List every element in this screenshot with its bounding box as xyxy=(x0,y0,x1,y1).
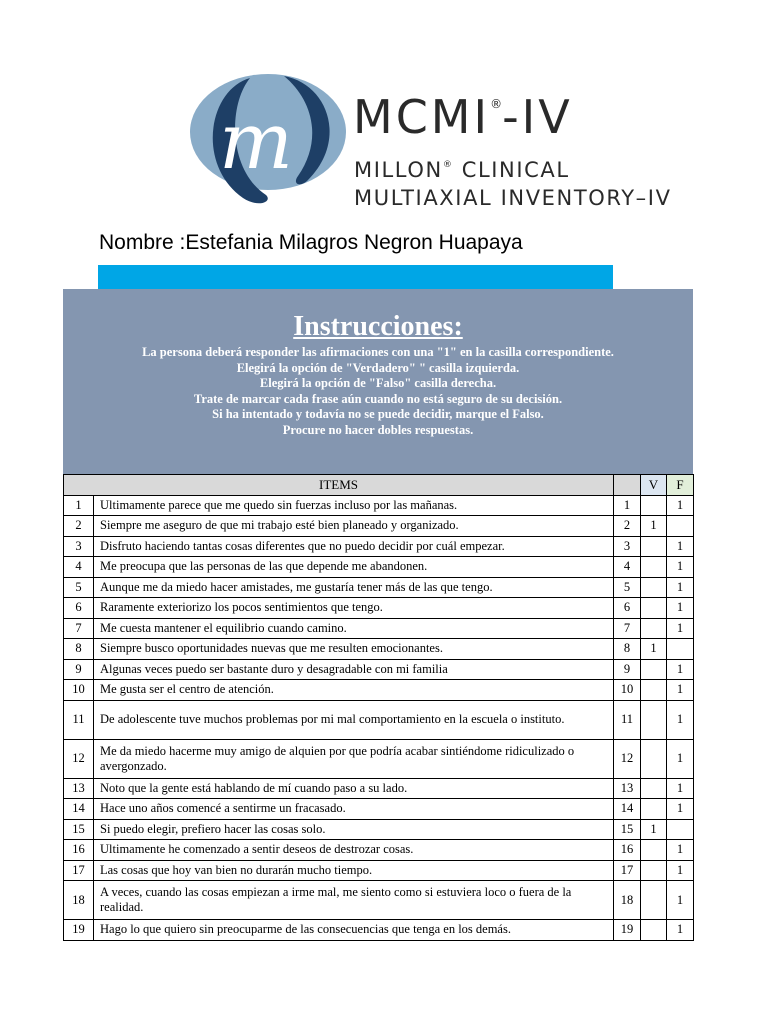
item-text: Me gusta ser el centro de atención. xyxy=(94,680,614,701)
item-text: Disfruto haciendo tantas cosas diferentes que no puedo decidir por cuál empezar. xyxy=(94,536,614,557)
true-answer-cell[interactable] xyxy=(641,860,667,881)
item-number-repeat: 8 xyxy=(614,639,641,660)
name-bar xyxy=(98,265,613,289)
true-answer-cell[interactable] xyxy=(641,920,667,941)
table-row xyxy=(64,739,694,778)
logo-subtitle-2: MULTIAXIAL INVENTORY–IV xyxy=(354,186,672,210)
table-row xyxy=(64,881,694,920)
mcmi-logo-mark-icon xyxy=(188,70,348,220)
true-answer-cell[interactable] xyxy=(641,840,667,861)
true-answer-cell[interactable] xyxy=(641,700,667,739)
instructions-line: Elegirá la opción de "Falso" casilla derecha. xyxy=(259,376,497,391)
true-answer-cell[interactable]: 1 xyxy=(641,819,667,840)
item-number: 8 xyxy=(64,639,94,660)
table-row xyxy=(64,639,694,660)
false-answer-cell[interactable]: 1 xyxy=(667,860,694,881)
mcmi-logo xyxy=(188,70,688,220)
table-row xyxy=(64,700,694,739)
item-number-repeat: 16 xyxy=(614,840,641,861)
item-number: 5 xyxy=(64,577,94,598)
item-number: 18 xyxy=(64,881,94,920)
item-number-repeat: 10 xyxy=(614,680,641,701)
true-answer-cell[interactable] xyxy=(641,536,667,557)
item-text: Hago lo que quiero sin preocuparme de las consecuencias que tenga en los demás. xyxy=(94,920,614,941)
true-header: V xyxy=(641,475,667,496)
name-row xyxy=(99,231,523,255)
item-text: Noto que la gente está hablando de mí cuando paso a su lado. xyxy=(94,778,614,799)
table-row xyxy=(64,778,694,799)
item-number: 4 xyxy=(64,557,94,578)
logo-subtitle-1: MILLON® CLINICAL xyxy=(354,158,570,182)
item-text: Siempre busco oportunidades nuevas que me resulten emocionantes. xyxy=(94,639,614,660)
false-header: F xyxy=(667,475,694,496)
true-answer-cell[interactable] xyxy=(641,799,667,820)
item-number-repeat: 18 xyxy=(614,881,641,920)
name-label: Nombre : xyxy=(99,231,186,254)
table-row xyxy=(64,799,694,820)
item-number: 1 xyxy=(64,495,94,516)
number-header xyxy=(614,475,641,496)
table-row xyxy=(64,495,694,516)
item-text: Las cosas que hoy van bien no durarán mucho tiempo. xyxy=(94,860,614,881)
false-answer-cell[interactable] xyxy=(667,516,694,537)
table-row xyxy=(64,618,694,639)
instructions-title: Instrucciones: xyxy=(293,311,463,342)
item-text: Ultimamente he comenzado a sentir deseos de destrozar cosas. xyxy=(94,840,614,861)
item-number: 16 xyxy=(64,840,94,861)
item-text: Algunas veces puedo ser bastante duro y desagradable con mi familia xyxy=(94,659,614,680)
true-answer-cell[interactable] xyxy=(641,739,667,778)
item-text: Ultimamente parece que me quedo sin fuerzas incluso por las mañanas. xyxy=(94,495,614,516)
table-row xyxy=(64,557,694,578)
item-number: 12 xyxy=(64,739,94,778)
item-number-repeat: 5 xyxy=(614,577,641,598)
false-answer-cell[interactable]: 1 xyxy=(667,778,694,799)
table-row xyxy=(64,516,694,537)
item-number-repeat: 19 xyxy=(614,920,641,941)
table-row xyxy=(64,860,694,881)
false-answer-cell[interactable]: 1 xyxy=(667,881,694,920)
instructions-line: Elegirá la opción de "Verdadero" " casilla izquierda. xyxy=(236,360,520,375)
item-number: 6 xyxy=(64,598,94,619)
item-number: 15 xyxy=(64,819,94,840)
items-table xyxy=(63,474,694,941)
table-header-row xyxy=(64,475,694,496)
table-row xyxy=(64,598,694,619)
false-answer-cell[interactable]: 1 xyxy=(667,680,694,701)
item-number-repeat: 12 xyxy=(614,739,641,778)
false-answer-cell[interactable]: 1 xyxy=(667,598,694,619)
item-number: 11 xyxy=(64,700,94,739)
false-answer-cell[interactable]: 1 xyxy=(667,920,694,941)
true-answer-cell[interactable]: 1 xyxy=(641,516,667,537)
item-text: Me da miedo hacerme muy amigo de alquien por que podría acabar sintiéndome ridiculizado o avergonzado. xyxy=(94,739,614,778)
item-text: Si puedo elegir, prefiero hacer las cosas solo. xyxy=(94,819,614,840)
instructions-panel xyxy=(63,289,693,474)
item-text: De adolescente tuve muchos problemas por mi mal comportamiento en la escuela o instituto. xyxy=(94,700,614,739)
false-answer-cell[interactable]: 1 xyxy=(667,700,694,739)
item-number-repeat: 3 xyxy=(614,536,641,557)
false-answer-cell[interactable]: 1 xyxy=(667,577,694,598)
item-number-repeat: 4 xyxy=(614,557,641,578)
item-number-repeat: 6 xyxy=(614,598,641,619)
name-value: Estefania Milagros Negron Huapaya xyxy=(185,231,523,254)
table-row xyxy=(64,577,694,598)
false-answer-cell[interactable]: 1 xyxy=(667,799,694,820)
false-answer-cell[interactable] xyxy=(667,819,694,840)
table-row xyxy=(64,819,694,840)
item-number: 7 xyxy=(64,618,94,639)
false-answer-cell[interactable]: 1 xyxy=(667,495,694,516)
instructions-line: Si ha intentado y todavía no se puede decidir, marque el Falso. xyxy=(212,407,544,422)
items-table-body xyxy=(64,495,694,940)
item-number-repeat: 9 xyxy=(614,659,641,680)
item-number-repeat: 14 xyxy=(614,799,641,820)
item-number-repeat: 11 xyxy=(614,700,641,739)
table-row xyxy=(64,840,694,861)
true-answer-cell[interactable] xyxy=(641,659,667,680)
instructions-line: La persona deberá responder las afirmaciones con una "1" en la casilla correspondiente. xyxy=(142,345,614,359)
item-text: Me preocupa que las personas de las que depende me abandonen. xyxy=(94,557,614,578)
item-text: Aunque me da miedo hacer amistades, me gustaría tener más de las que tengo. xyxy=(94,577,614,598)
item-number: 10 xyxy=(64,680,94,701)
logo-letter: m xyxy=(219,97,293,187)
item-text: Raramente exteriorizo los pocos sentimientos que tengo. xyxy=(94,598,614,619)
item-number-repeat: 2 xyxy=(614,516,641,537)
item-text: Siempre me aseguro de que mi trabajo esté bien planeado y organizado. xyxy=(94,516,614,537)
item-number-repeat: 1 xyxy=(614,495,641,516)
false-answer-cell[interactable]: 1 xyxy=(667,840,694,861)
table-row xyxy=(64,659,694,680)
item-text: Me cuesta mantener el equilibrio cuando camino. xyxy=(94,618,614,639)
item-number: 3 xyxy=(64,536,94,557)
item-number: 17 xyxy=(64,860,94,881)
item-number: 2 xyxy=(64,516,94,537)
table-row xyxy=(64,680,694,701)
true-answer-cell[interactable] xyxy=(641,778,667,799)
table-row xyxy=(64,536,694,557)
true-answer-cell[interactable] xyxy=(641,577,667,598)
false-answer-cell[interactable] xyxy=(667,639,694,660)
item-number-repeat: 13 xyxy=(614,778,641,799)
item-number-repeat: 7 xyxy=(614,618,641,639)
instructions-line: Trate de marcar cada frase aún cuando no está seguro de su decisión. xyxy=(193,391,563,406)
item-number: 14 xyxy=(64,799,94,820)
item-number: 9 xyxy=(64,659,94,680)
false-answer-cell[interactable]: 1 xyxy=(667,536,694,557)
item-number: 13 xyxy=(64,778,94,799)
item-number-repeat: 17 xyxy=(614,860,641,881)
false-answer-cell[interactable]: 1 xyxy=(667,739,694,778)
true-answer-cell[interactable]: 1 xyxy=(641,639,667,660)
true-answer-cell[interactable] xyxy=(641,598,667,619)
instructions-lines xyxy=(63,345,693,439)
instructions-line: Procure no hacer dobles respuestas. xyxy=(282,422,474,437)
logo-title: MCMI®-IV xyxy=(353,90,573,144)
true-answer-cell[interactable] xyxy=(641,557,667,578)
false-answer-cell[interactable]: 1 xyxy=(667,659,694,680)
true-answer-cell[interactable] xyxy=(641,618,667,639)
item-number-repeat: 15 xyxy=(614,819,641,840)
true-answer-cell[interactable] xyxy=(641,680,667,701)
item-number: 19 xyxy=(64,920,94,941)
item-text: A veces, cuando las cosas empiezan a irme mal, me siento como si estuviera loco o fuera de la realidad. xyxy=(94,881,614,920)
true-answer-cell[interactable] xyxy=(641,881,667,920)
table-row xyxy=(64,920,694,941)
true-answer-cell[interactable] xyxy=(641,495,667,516)
false-answer-cell[interactable]: 1 xyxy=(667,618,694,639)
false-answer-cell[interactable]: 1 xyxy=(667,557,694,578)
item-text: Hace uno años comencé a sentirme un fracasado. xyxy=(94,799,614,820)
items-header: ITEMS xyxy=(64,475,614,496)
